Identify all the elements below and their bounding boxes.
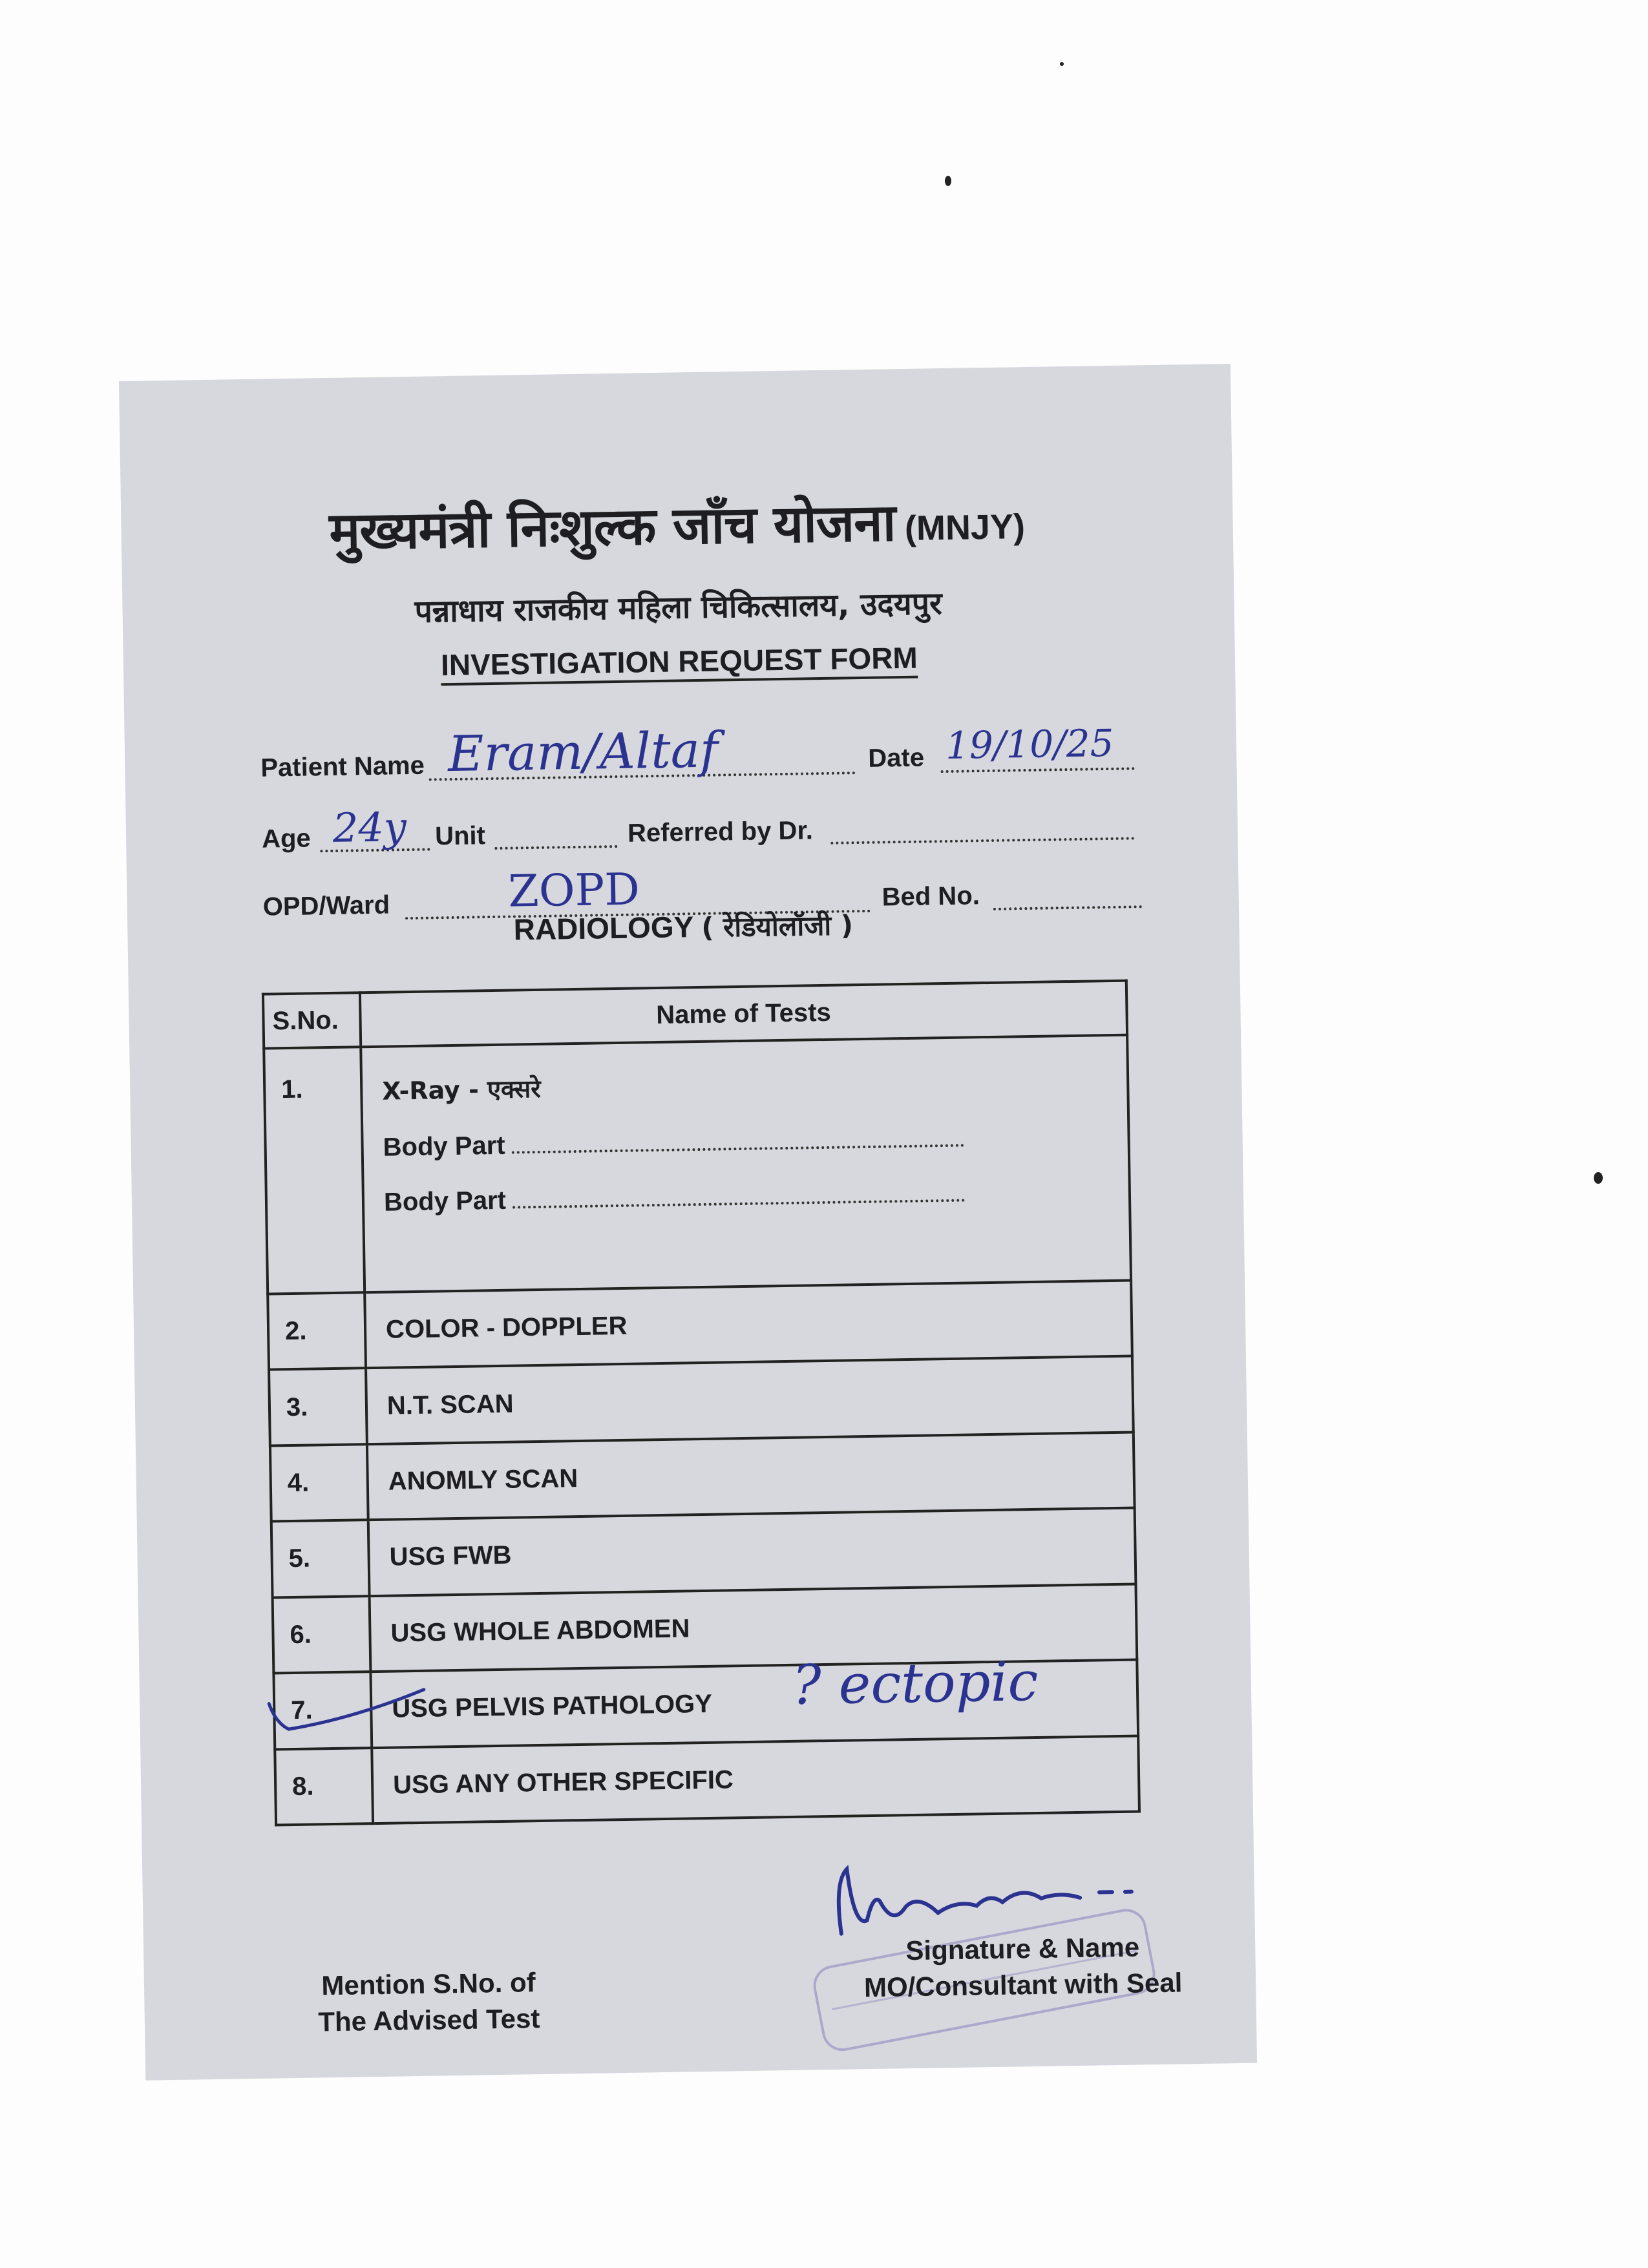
- body-part-label: Body Part: [383, 1186, 507, 1217]
- row-sno: 3.: [269, 1369, 367, 1446]
- row-test-name: USG FWB: [368, 1508, 1136, 1596]
- section-title-hindi: ( रेडियोलॉजी ): [701, 909, 854, 943]
- patient-name-label: Patient Name: [260, 751, 425, 782]
- body-part-dots: [512, 1144, 964, 1154]
- form-heading-text: INVESTIGATION REQUEST FORM: [441, 641, 918, 686]
- table-row: [270, 1432, 1135, 1521]
- opd-ward-value[interactable]: ZOPD: [507, 864, 640, 918]
- date-label: Date: [867, 743, 925, 773]
- form-title: [121, 480, 1234, 568]
- row-sno: 1.: [264, 1047, 364, 1294]
- referred-by-line: [830, 837, 1134, 844]
- table-row: [269, 1356, 1134, 1445]
- row-sno: 5.: [271, 1520, 370, 1597]
- title-abbr: (MNJY): [904, 507, 1026, 548]
- patient-name-value[interactable]: Eram/Altaf: [447, 720, 719, 783]
- table-row: [271, 1508, 1136, 1597]
- footer-right-line2: MO/Consultant with Seal: [863, 1967, 1183, 2003]
- footer-left-line1: Mention S.No. of: [321, 1967, 536, 2001]
- row-sno: 6.: [273, 1596, 371, 1674]
- age-label: Age: [261, 824, 312, 854]
- footer-right-line1: Signature & Name: [905, 1931, 1140, 1966]
- row-sno: 2.: [268, 1292, 366, 1370]
- body-part-dots: [512, 1199, 965, 1209]
- row-test-name: N.T. SCAN: [366, 1356, 1134, 1444]
- xray-cell: [361, 1035, 1131, 1293]
- unit-line: [494, 845, 617, 850]
- col-sno-header: S.No.: [263, 992, 361, 1048]
- title-hindi: मुख्यमंत्री निःशुल्क जाँच योजना: [328, 492, 896, 562]
- row-sno: 7.: [273, 1672, 372, 1749]
- table-row: [268, 1281, 1132, 1370]
- footer-right: [841, 1928, 1205, 2006]
- scan-speck: [1594, 1172, 1603, 1184]
- row-test-name: ANOMLY SCAN: [367, 1432, 1135, 1520]
- body-part-line-1: [383, 1122, 1127, 1162]
- row-sno: 4.: [270, 1444, 368, 1522]
- row-test-name: USG PELVIS PATHOLOGY: [370, 1660, 1138, 1748]
- pen-tick-mark: [262, 1682, 431, 1743]
- form-heading: [123, 635, 1236, 688]
- investigation-request-form: [119, 364, 1257, 2081]
- date-line: [941, 767, 1135, 773]
- referred-by-label: Referred by Dr.: [627, 816, 814, 848]
- opd-ward-label: OPD/Ward: [262, 890, 390, 921]
- footer-left-line2: The Advised Test: [318, 2003, 540, 2037]
- clinical-note[interactable]: ? ectopic: [792, 1649, 1039, 1717]
- scan-speck: [945, 176, 951, 186]
- row-test-name: USG ANY OTHER SPECIFIC: [372, 1736, 1139, 1823]
- table-row: [275, 1736, 1139, 1825]
- body-part-line-2: [384, 1177, 1128, 1217]
- bed-no-label: Bed No.: [882, 881, 980, 912]
- date-value[interactable]: 19/10/25: [945, 720, 1115, 768]
- col-name-header: Name of Tests: [360, 981, 1127, 1047]
- body-part-label: Body Part: [383, 1131, 505, 1162]
- unit-label: Unit: [434, 821, 486, 851]
- xray-label: X-Ray - एक्सरे: [381, 1074, 542, 1106]
- age-value[interactable]: 24y: [332, 803, 407, 852]
- section-title-en: RADIOLOGY: [513, 910, 693, 947]
- row-test-name: USG WHOLE ABDOMEN: [370, 1584, 1137, 1672]
- row-sno: 8.: [275, 1748, 373, 1825]
- hospital-name: पन्नाधाय राजकीय महिला चिकित्सालय, उदयपुर: [414, 585, 943, 630]
- scan-speck: [1060, 62, 1064, 66]
- footer-left: [286, 1964, 572, 2041]
- table-row: [264, 1035, 1131, 1294]
- row-test-name: COLOR - DOPPLER: [364, 1281, 1132, 1369]
